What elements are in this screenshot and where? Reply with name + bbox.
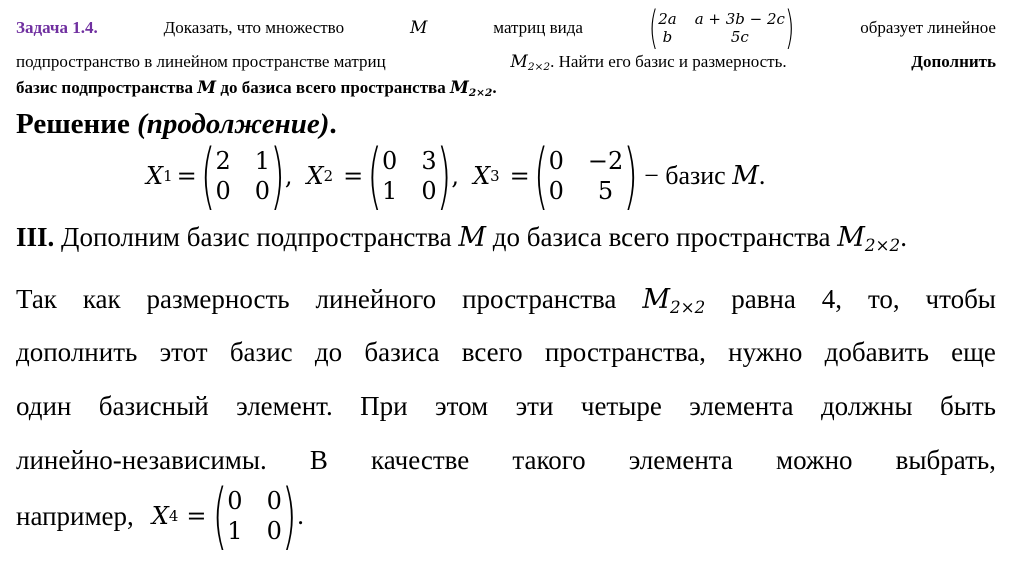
task-forms: образует линейное bbox=[860, 18, 996, 37]
paragraph-line-5 bbox=[16, 474, 305, 558]
gen-a11: 2a bbox=[658, 10, 677, 28]
task-line2-start: подпространство в линейном пространстве матриц bbox=[16, 52, 386, 71]
step-3-numeral: III. bbox=[16, 222, 55, 252]
basis-suffix: − базис M. bbox=[644, 161, 766, 191]
right-paren: ) bbox=[784, 1, 795, 55]
paragraph-space-M22: $M_{2\times 2}$ bbox=[642, 284, 706, 318]
solution-heading-bold: Решение bbox=[16, 108, 130, 140]
task-line-2 bbox=[16, 52, 996, 73]
gen-a21: b bbox=[662, 28, 673, 46]
step-3-line bbox=[16, 222, 907, 255]
step-3-text2: до базиса всего пространства bbox=[492, 222, 831, 252]
gen-a12: a + 3b − 2c bbox=[694, 10, 785, 28]
basis-x1: X 1 = ( 2 1 0 0 ) , bbox=[146, 134, 293, 218]
paragraph-line-2: дополнить этот базис до базиса всего пространства, нужно добавить еще bbox=[16, 337, 996, 367]
paragraph-line-3: один базисный элемент. При этом эти четыре элемента должны быть bbox=[16, 391, 996, 421]
task-bold-1: Дополнить bbox=[911, 52, 996, 71]
task-matrices-of-form: матриц вида bbox=[493, 18, 583, 37]
matrix-x4: ( 0 0 1 0 ) bbox=[212, 474, 297, 558]
solution-heading-end: . bbox=[329, 108, 337, 140]
matrix-x2: ( 0 3 1 0 ) bbox=[367, 134, 452, 218]
task-intro: Доказать, что множество bbox=[163, 18, 345, 37]
solution-heading bbox=[16, 108, 337, 141]
task-bold-M: M bbox=[197, 78, 217, 98]
task-bold-2: базис подпространства bbox=[16, 78, 194, 97]
paragraph-line-1: Так как размерность линейного пространства $M_{2\times 2}$ равна 4, то, чтобы bbox=[16, 284, 996, 318]
matrix-x1: ( 2 1 0 0 ) bbox=[200, 134, 285, 218]
task-bold-space: $M_{2\times 2}$. bbox=[450, 78, 497, 100]
matrix-x3: ( 0 −2 0 5 ) bbox=[533, 134, 639, 218]
step-3-text: Дополним базис подпространства bbox=[61, 222, 452, 252]
task-space: $M_{2\times 2}$. Найти его базис и размерность. bbox=[510, 52, 787, 74]
gen-a22: 5c bbox=[730, 28, 749, 46]
task-line-3 bbox=[16, 78, 497, 99]
general-matrix bbox=[648, 1, 795, 55]
step-3-space: $M_{2\times 2}$. bbox=[837, 222, 907, 256]
step-3-M: M bbox=[458, 222, 486, 253]
task-set-M: M bbox=[409, 18, 428, 38]
left-paren: ( bbox=[648, 1, 659, 55]
task-label: Задача 1.4. bbox=[16, 18, 98, 37]
basis-line bbox=[146, 134, 766, 218]
paragraph-line-4: линейно-независимы. В качестве такого элемента можно выбрать, bbox=[16, 445, 996, 475]
basis-x3: X 3 = ( 0 −2 0 5 ) bbox=[473, 134, 639, 218]
paragraph-for-example: например, bbox=[16, 500, 134, 531]
x4-expression: X 4 = ( 0 0 1 0 ) . bbox=[151, 474, 305, 558]
basis-x2: X 2 = ( 0 3 1 0 ) , bbox=[306, 134, 460, 218]
solution-heading-italic: (продолжение) bbox=[137, 108, 330, 140]
task-line-1 bbox=[16, 1, 996, 55]
task-bold-3: до базиса всего пространства bbox=[220, 78, 446, 97]
